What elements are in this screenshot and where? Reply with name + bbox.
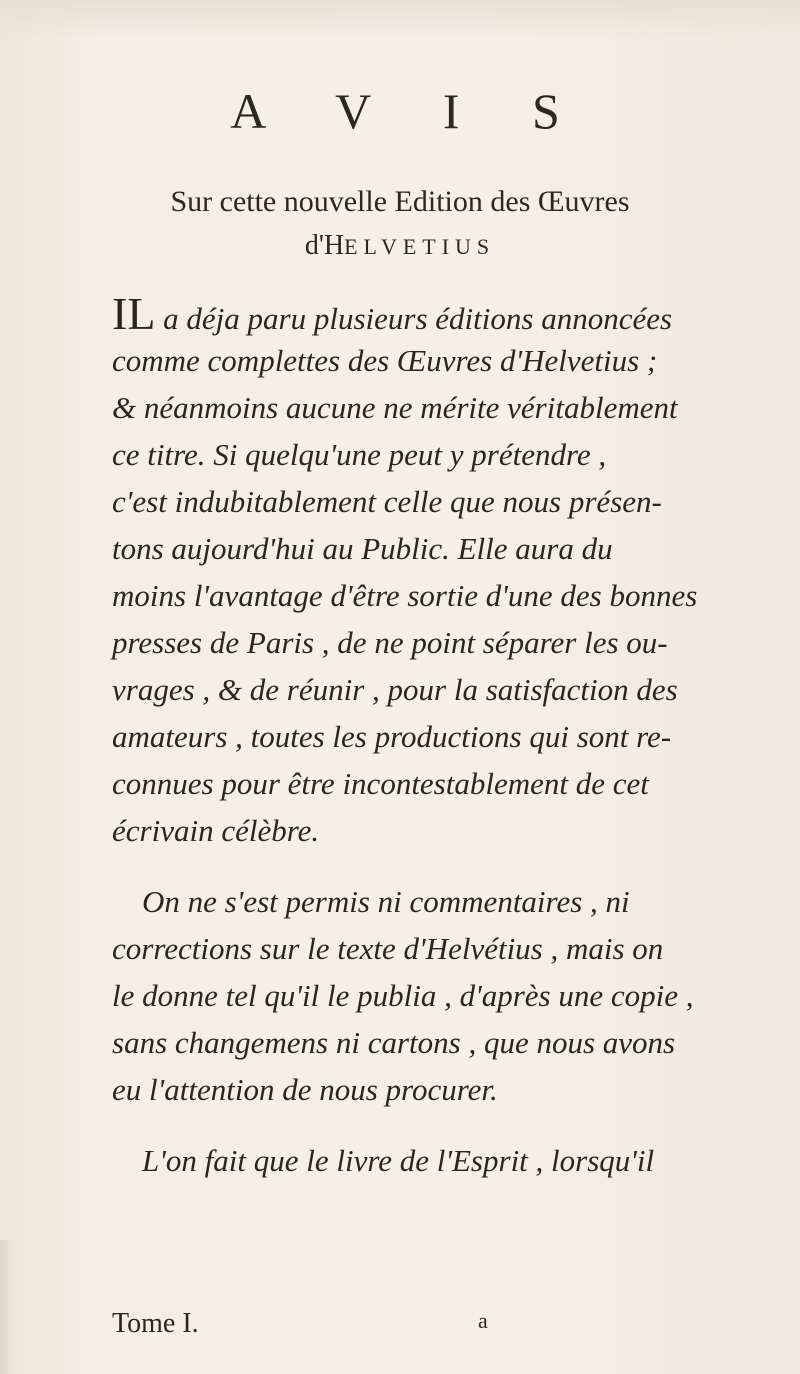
text-line: presses de Paris , de ne point séparer les ou- bbox=[112, 625, 668, 660]
text-line: & néanmoins aucune ne mérite véritablement bbox=[112, 390, 678, 425]
signature-mark: a bbox=[478, 1308, 488, 1333]
text-line: connues pour être incontestablement de cet bbox=[112, 766, 649, 801]
text-line: écrivain célèbre. bbox=[112, 813, 320, 848]
page-edge bbox=[0, 1240, 14, 1374]
text-line: le donne tel qu'il le publia , d'après une copie , bbox=[112, 978, 694, 1013]
text-line: IL a déja paru plusieurs éditions annoncées bbox=[112, 288, 673, 339]
page-subtitle: Sur cette nouvelle Edition des Œuvres bbox=[170, 185, 630, 218]
text-line: corrections sur le texte d'Helvétius , mais on bbox=[112, 931, 664, 966]
text-line: tons aujourd'hui au Public. Elle aura du bbox=[112, 531, 613, 566]
drop-cap: IL bbox=[112, 288, 156, 339]
text-line: vrages , & de réunir , pour la satisfaction des bbox=[112, 672, 678, 707]
author-prefix: d'H bbox=[304, 230, 345, 261]
page-shadow bbox=[0, 0, 800, 40]
author-line bbox=[0, 230, 800, 262]
text-line: moins l'avantage d'être sortie d'une des bonnes bbox=[112, 578, 698, 613]
text-line: amateurs , toutes les productions qui sont re- bbox=[112, 719, 672, 754]
page-footer bbox=[112, 1308, 712, 1340]
paragraph-gap bbox=[112, 854, 752, 878]
notice-body bbox=[112, 290, 752, 1184]
text-line: comme complettes des Œuvres d'Helvetius ; bbox=[112, 343, 658, 378]
page-title: A V I S bbox=[230, 83, 590, 139]
volume-label: Tome I. bbox=[112, 1308, 199, 1339]
author-rest: ELVETIUS bbox=[344, 234, 496, 259]
text-line: ce titre. Si quelqu'une peut y prétendre , bbox=[112, 437, 607, 472]
text-line: eu l'attention de nous procurer. bbox=[112, 1072, 498, 1107]
text-line: On ne s'est permis ni commentaires , ni bbox=[142, 884, 630, 919]
text-line: c'est indubitablement celle que nous présen- bbox=[112, 484, 662, 519]
text-line: L'on fait que le livre de l'Esprit , lorsqu'il bbox=[142, 1143, 655, 1178]
paragraph-gap bbox=[112, 1113, 752, 1137]
text-line: sans changemens ni cartons , que nous avons bbox=[112, 1025, 676, 1060]
